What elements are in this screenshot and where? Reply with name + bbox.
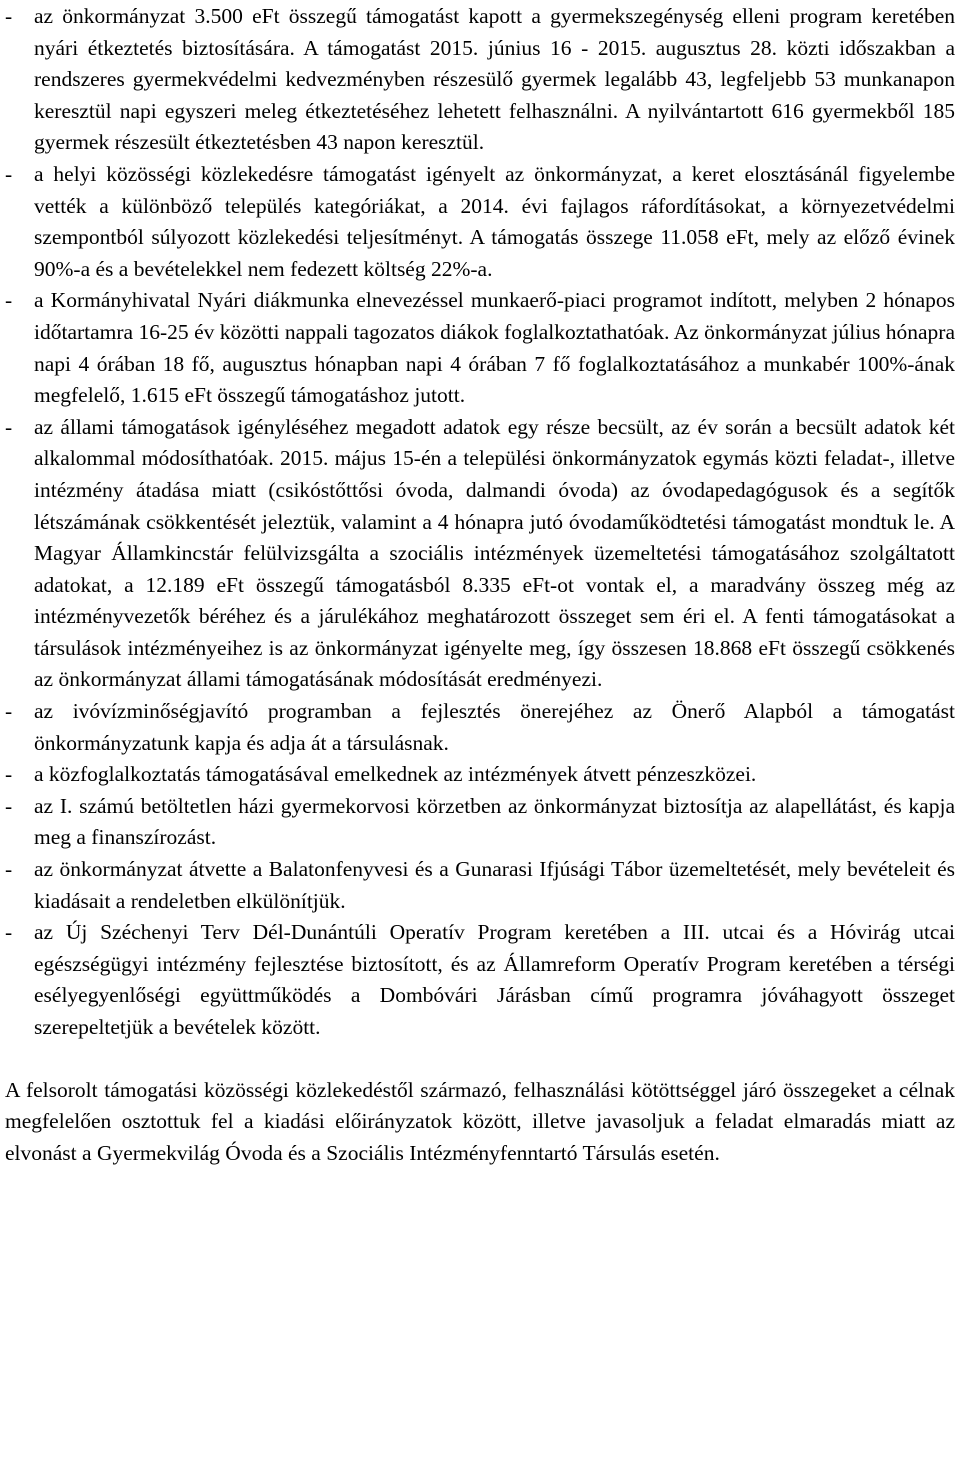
bullet-dash: - xyxy=(5,699,13,724)
bullet-dash: - xyxy=(5,4,13,28)
list-item-text: az állami támogatások igényléséhez megadott adatok egy része becsült, az év során a becsült adatok két alkalommal módosíthatóak. 2015. május 15-én a települési önkormányzatok egymás közti feladat-, illetve intézmény átadása miatt (csikóstőttősi óvoda, dalmandi óvoda) az óvodapedagógusok és a segítők létszámának csökkentését jeleztük, valamint a 4 hónapra jutó óvodaműködtetési támogatást mondtuk le. A Magyar Államkincstár felülvizsgálta a szociális intézmények üzemeltetési támogatásához szolgáltatott adatokat, a 12.189 eFt összegű támogatásból 8.335 eFt-ot vontak el, a maradvány összeg még az intézményvezetők béréhez és a járulékához meghatározott összeget sem éri el. A fenti támogatásokat a társulások intézményeihez is az önkormányzat igényelte meg, így összesen 18.868 eFt összegű csökkenés az önkormányzat állami támogatásának módosítását eredményezi. xyxy=(34,414,955,692)
list-item-text: az I. számú betöltetlen házi gyermekorvosi körzetben az önkormányzat biztosítja az alapellátást, és kapja meg a finanszírozást. xyxy=(34,793,955,850)
list-item-text: a közfoglalkoztatás támogatásával emelkednek az intézmények átvett pénzeszközei. xyxy=(34,762,757,787)
bullet-dash: - xyxy=(5,793,13,818)
closing-paragraph: A felsorolt támogatási közösségi közlekedéstől származó, felhasználási kötöttséggel járó összegeket a célnak megfelelően osztottuk fel a kiadási előirányzatok között, illetve javasoljuk a feladat elmaradás miatt az elvonást a Gyermekvilág Óvoda és a Szociális Intézményfenntartó Társulás esetén. xyxy=(5,1077,955,1165)
list-item-text: a Kormányhivatal Nyári diákmunka elnevezéssel munkaerő-piaci programot indított, melyben 2 hónapos időtartamra 16-25 év közötti nappali tagozatos diákok foglalkoztathatóak. Az önkormányzat július hónapra napi 4 órában 18 fő, augusztus hónapban napi 4 órában 7 fő foglalkoztatásához a munkabér 100%-ának megfelelő, 1.615 eFt összegű támogatáshoz jutott. xyxy=(34,288,955,408)
bullet-dash: - xyxy=(5,414,13,439)
list-item xyxy=(5,159,955,285)
list-item-text: az önkormányzat 3.500 eFt összegű támogatást kapott a gyermekszegénység elleni program keretében nyári étkeztetés biztosítására. A támogatást 2015. június 16 - 2015. augusztus 28. közti időszakban a rendszeres gyermekvédelmi kedvezményben részesülő gyermek legalább 43, legfeljebb 53 munkanapon keresztül napi egyszeri meleg étkeztetéséhez lehetett felhasználni. A nyilvántartott 616 gyermekből 185 gyermek részesült étkeztetésben 43 napon keresztül. xyxy=(34,4,955,155)
list-item-text: az Új Széchenyi Terv Dél-Dunántúli Operatív Program keretében a III. utcai és a Hóvirág utcai egészségügyi intézmény fejlesztése biztosított, és az Államreform Operatív Program keretében a térségi esélyegyenlőségi együttműködés a Dombóvári Járásban című programra jóváhagyott összeget szerepeltetjük a bevételek között. xyxy=(34,920,955,1039)
list-item-text: az önkormányzat átvette a Balatonfenyvesi és a Gunarasi Ifjúsági Tábor üzemeltetését, mely bevételeit és kiadásait a rendeletben elkülönítjük. xyxy=(34,857,955,913)
bullet-dash: - xyxy=(5,288,13,313)
list-item-text: a helyi közösségi közlekedésre támogatást igényelt az önkormányzat, a keret elosztásánál figyelembe vették a különböző település kategóriákat, a 2014. évi fajlagos ráfordításokat, a környezetvédelmi szempontból súlyozott közlekedési teljesítményt. A támogatás összege 11.058 eFt, mely az előző évinek 90%-a és a bevételekkel nem fedezett költség 22%-a. xyxy=(34,161,955,281)
document-page xyxy=(5,1,955,1191)
list-item xyxy=(5,696,955,759)
bullet-dash: - xyxy=(5,762,13,787)
bullet-dash: - xyxy=(5,161,13,186)
list-item xyxy=(5,1,955,159)
bullet-dash: - xyxy=(5,920,13,945)
list-item xyxy=(5,917,955,1043)
bullet-dash: - xyxy=(5,857,13,882)
list-item xyxy=(5,854,955,917)
list-item xyxy=(5,759,955,791)
list-item xyxy=(5,412,955,696)
list-item xyxy=(5,285,955,411)
list-item xyxy=(5,791,955,854)
list-item-text: az ivóvízminőségjavító programban a fejlesztés önerejéhez az Önerő Alapból a támogatást önkormányzatunk kapja és adja át a társulásnak. xyxy=(34,699,955,755)
